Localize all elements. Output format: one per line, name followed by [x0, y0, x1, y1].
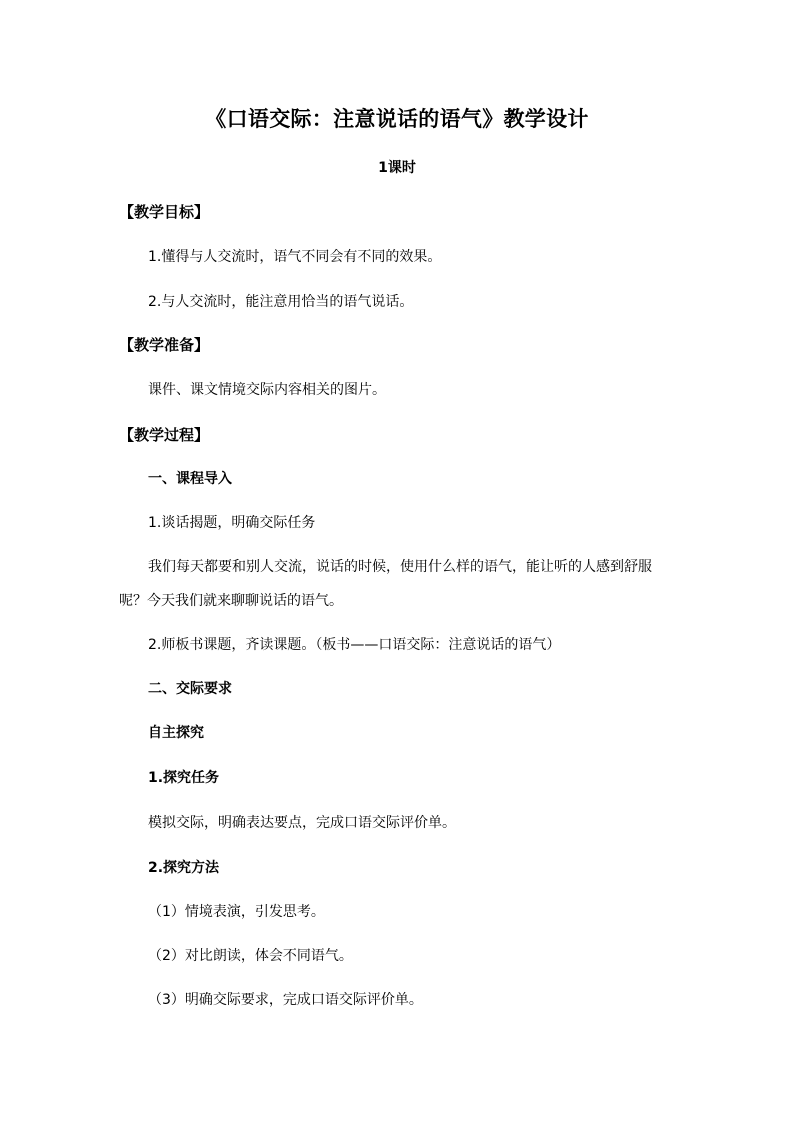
document-title: 《口语交际：注意说话的语气》教学设计	[205, 106, 589, 131]
task-heading: 1.探究任务	[148, 770, 220, 786]
method-item: （3）明确交际要求，完成口语交际评价单。	[148, 992, 423, 1008]
task-text: 模拟交际，明确表达要点，完成口语交际评价单。	[148, 815, 456, 831]
document-subtitle: 1课时	[378, 160, 416, 176]
intro-step: 1.谈话揭题，明确交际任务	[148, 515, 316, 531]
method-item: （2）对比朗读，体会不同语气。	[148, 948, 353, 964]
intro-step: 2.师板书课题，齐读课题。（板书——口语交际：注意说话的语气）	[148, 637, 561, 653]
goal-item: 2.与人交流时，能注意用恰当的语气说话。	[148, 294, 414, 310]
subheading-self-exploration: 自主探究	[148, 725, 204, 741]
section-heading-preparation: 【教学准备】	[119, 336, 210, 354]
section-heading-process: 【教学过程】	[119, 426, 210, 444]
section-heading-goals: 【教学目标】	[119, 203, 210, 221]
intro-paragraph-line: 我们每天都要和别人交流，说话的时候，使用什么样的语气，能让听的人感到舒服	[148, 559, 652, 575]
method-item: （1）情境表演，引发思考。	[148, 904, 325, 920]
goal-item: 1.懂得与人交流时，语气不同会有不同的效果。	[148, 249, 442, 265]
part-heading-requirements: 二、交际要求	[148, 681, 232, 697]
intro-paragraph-line: 呢？今天我们就来聊聊说话的语气。	[119, 593, 343, 609]
method-heading: 2.探究方法	[148, 860, 220, 876]
preparation-text: 课件、课文情境交际内容相关的图片。	[148, 382, 386, 398]
part-heading-intro: 一、课程导入	[148, 471, 232, 487]
